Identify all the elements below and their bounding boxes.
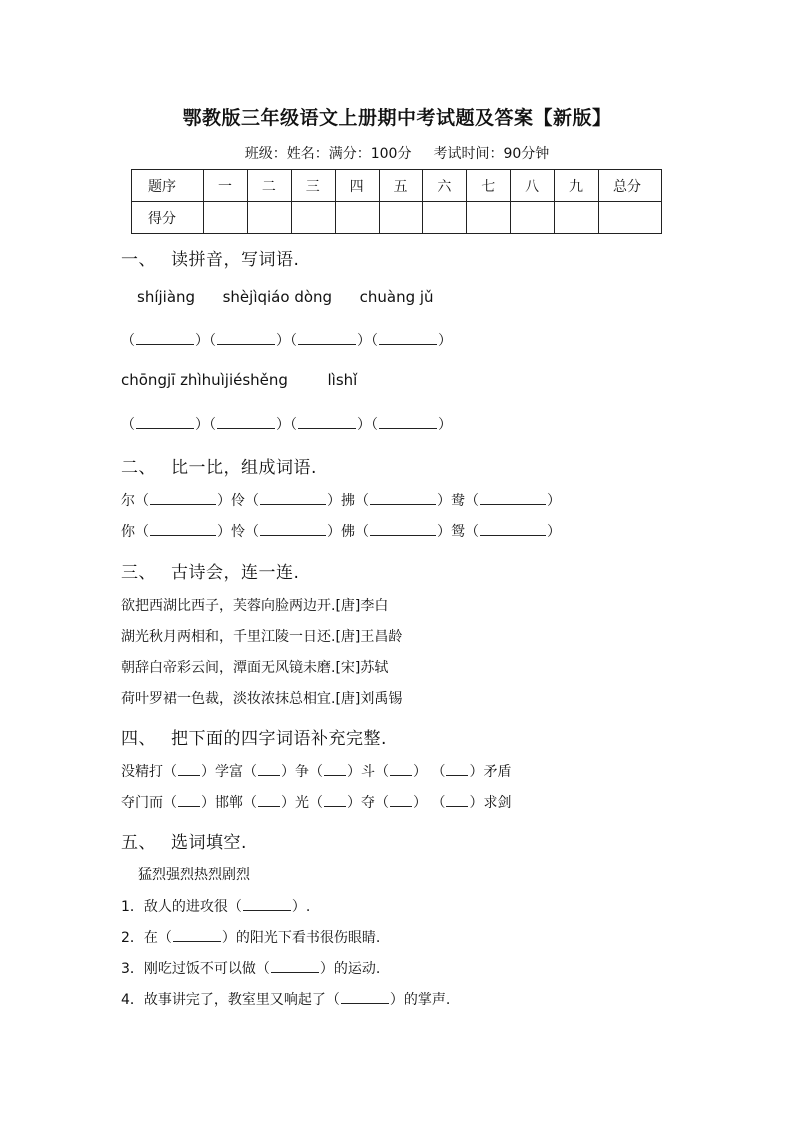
fill-text: ）的运动.: [319, 961, 381, 977]
answer-blank[interactable]: [271, 970, 319, 973]
poem-line: 荷叶罗裙一色裁，淡妆浓抹总相宜.[唐]刘禹锡: [121, 691, 403, 707]
section-heading-4: [121, 724, 387, 749]
idiom-part: 矛盾: [483, 764, 512, 780]
fill-item: [121, 989, 450, 1009]
answer-blank[interactable]: （ ）: [243, 764, 295, 780]
score-cell[interactable]: [511, 202, 555, 234]
answer-blank[interactable]: （ ）: [355, 493, 451, 509]
idiom-part: 夺门而: [121, 795, 163, 811]
compare-char: 你: [121, 524, 135, 540]
header-cell: 四: [335, 170, 379, 202]
header-cell: 五: [379, 170, 423, 202]
compare-row-2: [121, 521, 561, 541]
pinyin-word: shèjìqiáo dòng: [222, 288, 333, 306]
answer-blank[interactable]: （ ）: [431, 795, 484, 811]
header-cell: 二: [247, 170, 291, 202]
compare-char: 拂: [341, 493, 355, 509]
idiom-part: 没精打: [121, 764, 163, 780]
section-heading-1: [121, 245, 299, 270]
section-number: 三、: [121, 563, 156, 583]
idiom-part: 邯郸: [215, 795, 243, 811]
header-cell: 一: [204, 170, 248, 202]
pinyin-word: chuàng jǔ: [359, 288, 434, 306]
header-cell: 九: [555, 170, 599, 202]
header-cell: 八: [511, 170, 555, 202]
answer-blank[interactable]: （ ）: [375, 795, 427, 811]
section-number: 一、: [121, 250, 156, 270]
score-cell[interactable]: [423, 202, 467, 234]
fill-item: [121, 958, 380, 978]
idiom-part: 争: [295, 764, 309, 780]
section-title: 选词填空.: [171, 833, 247, 853]
answer-blank[interactable]: （ ）: [290, 417, 371, 433]
compare-row-1: [121, 490, 561, 510]
header-cell: 题序: [132, 170, 204, 202]
fill-text: 2．在（: [121, 930, 172, 946]
score-cell[interactable]: [247, 202, 291, 234]
compare-char: 伶: [231, 493, 245, 509]
word-choices: 猛烈强烈热烈剧烈: [138, 867, 250, 883]
compare-char: 佛: [341, 524, 355, 540]
section-title: 比一比，组成词语.: [171, 458, 317, 478]
score-cell[interactable]: [599, 202, 662, 234]
header-cell: 六: [423, 170, 467, 202]
answer-blank[interactable]: （ ）: [431, 764, 484, 780]
fill-item: [121, 927, 380, 947]
row-label: 得分: [132, 202, 204, 234]
score-cell[interactable]: [555, 202, 599, 234]
answer-blank[interactable]: （ ）: [375, 764, 427, 780]
exam-info: [0, 143, 794, 163]
poem-line: 欲把西湖比西子，芙蓉向脸两边开.[唐]李白: [121, 598, 389, 614]
score-table-row: [132, 202, 662, 234]
answer-row-2: [121, 414, 452, 434]
answer-blank[interactable]: （ ）: [465, 524, 561, 540]
idiom-part: 夺: [361, 795, 375, 811]
idiom-part: 学富: [215, 764, 243, 780]
idiom-part: 光: [295, 795, 309, 811]
score-cell[interactable]: [204, 202, 248, 234]
answer-blank[interactable]: （ ）: [309, 764, 361, 780]
exam-info-left: 班级：姓名：满分：100分: [244, 146, 412, 162]
compare-char: 尔: [121, 493, 135, 509]
pinyin-row-2: [121, 371, 357, 389]
pinyin-word: lìshǐ: [327, 371, 358, 389]
header-cell: 七: [467, 170, 511, 202]
fill-text: 1．敌人的进攻很（: [121, 899, 242, 915]
answer-row-1: [121, 330, 452, 350]
section-heading-5: [121, 828, 247, 853]
answer-blank[interactable]: （ ）: [355, 524, 451, 540]
answer-blank[interactable]: （ ）: [371, 333, 452, 349]
answer-blank[interactable]: （ ）: [121, 417, 209, 433]
answer-blank[interactable]: [173, 939, 221, 942]
poem-line: 朝辞白帝彩云间，潭面无风镜未磨.[宋]苏轼: [121, 660, 389, 676]
answer-blank[interactable]: （ ）: [209, 333, 290, 349]
answer-blank[interactable]: （ ）: [245, 524, 341, 540]
answer-blank[interactable]: （ ）: [245, 493, 341, 509]
header-cell: 三: [291, 170, 335, 202]
compare-char: 怜: [231, 524, 245, 540]
fill-text: ）的阳光下看书很伤眼睛.: [221, 930, 381, 946]
answer-blank[interactable]: （ ）: [135, 524, 231, 540]
page-title: 鄂教版三年级语文上册期中考试题及答案【新版】: [182, 107, 612, 129]
answer-blank[interactable]: （ ）: [163, 764, 215, 780]
answer-blank[interactable]: [341, 1001, 389, 1004]
fill-text: ）.: [291, 899, 311, 915]
idiom-row-2: [121, 792, 511, 812]
pinyin-word: shíjiàng: [137, 288, 196, 306]
answer-blank[interactable]: （ ）: [371, 417, 452, 433]
score-cell[interactable]: [379, 202, 423, 234]
section-number: 四、: [121, 729, 156, 749]
score-table: [131, 169, 662, 234]
header-cell: 总分: [599, 170, 662, 202]
fill-item: [121, 896, 310, 916]
section-title: 读拼音，写词语.: [171, 250, 300, 270]
section-number: 二、: [121, 458, 156, 478]
score-cell[interactable]: [335, 202, 379, 234]
answer-blank[interactable]: （ ）: [209, 417, 290, 433]
section-title: 古诗会，连一连.: [171, 563, 300, 583]
answer-blank[interactable]: （ ）: [121, 333, 209, 349]
pinyin-row-1: [137, 288, 434, 306]
section-heading-2: [121, 453, 317, 478]
answer-blank[interactable]: （ ）: [309, 795, 361, 811]
fill-text: ）的掌声.: [389, 992, 451, 1008]
idiom-row-1: [121, 761, 511, 781]
idiom-part: 求剑: [483, 795, 512, 811]
section-number: 五、: [121, 833, 156, 853]
answer-blank[interactable]: （ ）: [163, 795, 215, 811]
answer-blank[interactable]: （ ）: [243, 795, 295, 811]
score-cell[interactable]: [467, 202, 511, 234]
score-table-header: [132, 170, 662, 202]
fill-text: 3．刚吃过饭不可以做（: [121, 961, 270, 977]
score-cell[interactable]: [291, 202, 335, 234]
poem-line: 湖光秋月两相和，千里江陵一日还.[唐]王昌龄: [121, 629, 403, 645]
answer-blank[interactable]: （ ）: [290, 333, 371, 349]
section-heading-3: [121, 558, 299, 583]
compare-char: 鸳: [451, 524, 465, 540]
answer-blank[interactable]: [243, 908, 291, 911]
compare-char: 鸯: [451, 493, 465, 509]
answer-blank[interactable]: （ ）: [135, 493, 231, 509]
fill-text: 4．故事讲完了，教室里又响起了（: [121, 992, 340, 1008]
answer-blank[interactable]: （ ）: [465, 493, 561, 509]
idiom-part: 斗: [361, 764, 375, 780]
exam-info-right: 考试时间：90分钟: [433, 146, 550, 162]
section-title: 把下面的四字词语补充完整.: [171, 729, 387, 749]
pinyin-word: chōngjī zhìhuìjiéshěng: [121, 371, 288, 389]
